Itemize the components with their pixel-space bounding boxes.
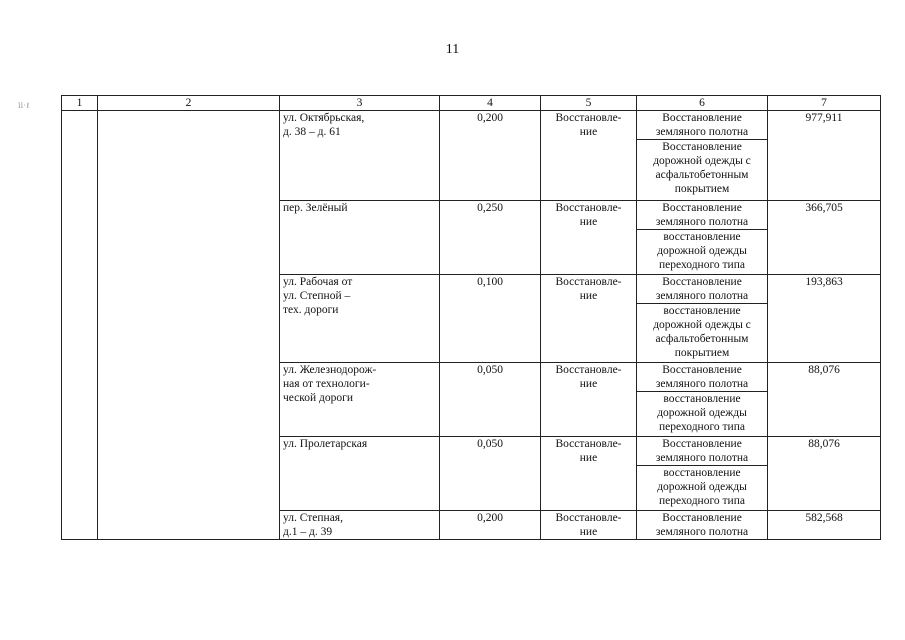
header-col-5: 5 bbox=[541, 96, 637, 111]
work-type-cell: Восстановле- ние bbox=[541, 275, 637, 363]
cell-col-1-empty bbox=[62, 111, 98, 540]
street-cell: пер. Зелёный bbox=[280, 201, 440, 275]
table-row bbox=[62, 111, 881, 140]
work-type-cell: Восстановле- ние bbox=[541, 363, 637, 437]
page-number: 11 bbox=[445, 42, 460, 57]
cost-cell: 977,911 bbox=[768, 111, 881, 201]
work-item-cell: восстановление дорожной одежды переходного типа bbox=[637, 392, 768, 437]
cost-cell: 193,863 bbox=[768, 275, 881, 363]
margin-scan-mark: ⅱ·ℓ bbox=[18, 101, 30, 110]
work-item-cell: Восстановление земляного полотна bbox=[637, 201, 768, 230]
header-col-4: 4 bbox=[440, 96, 541, 111]
length-cell: 0,100 bbox=[440, 275, 541, 363]
street-cell: ул. Железнодорож- ная от технологи- ческой дороги bbox=[280, 363, 440, 437]
work-item-cell: Восстановление земляного полотна bbox=[637, 437, 768, 466]
work-item-cell: восстановление дорожной одежды переходного типа bbox=[637, 230, 768, 275]
cost-cell: 582,568 bbox=[768, 511, 881, 540]
street-cell: ул. Степная, д.1 – д. 39 bbox=[280, 511, 440, 540]
table-header bbox=[62, 96, 881, 111]
work-item-cell: Восстановление земляного полотна bbox=[637, 511, 768, 540]
cell-col-2-empty bbox=[98, 111, 280, 540]
work-item-cell: Восстановление земляного полотна bbox=[637, 111, 768, 140]
street-cell: ул. Пролетарская bbox=[280, 437, 440, 511]
work-item-cell: Восстановление дорожной одежды с асфальтобетонным покрытием bbox=[637, 140, 768, 201]
table-body bbox=[62, 111, 881, 540]
work-item-cell: восстановление дорожной одежды с асфальтобетонным покрытием bbox=[637, 304, 768, 363]
length-cell: 0,050 bbox=[440, 437, 541, 511]
header-col-7: 7 bbox=[768, 96, 881, 111]
header-col-2: 2 bbox=[98, 96, 280, 111]
work-type-cell: Восстановле- ние bbox=[541, 437, 637, 511]
work-type-cell: Восстановле- ние bbox=[541, 201, 637, 275]
cost-cell: 366,705 bbox=[768, 201, 881, 275]
header-col-3: 3 bbox=[280, 96, 440, 111]
header-col-1: 1 bbox=[62, 96, 98, 111]
length-cell: 0,200 bbox=[440, 511, 541, 540]
street-cell: ул. Октябрьская, д. 38 – д. 61 bbox=[280, 111, 440, 201]
work-item-cell: восстановление дорожной одежды переходного типа bbox=[637, 466, 768, 511]
length-cell: 0,050 bbox=[440, 363, 541, 437]
works-table bbox=[61, 95, 881, 540]
street-cell: ул. Рабочая от ул. Степной – тех. дороги bbox=[280, 275, 440, 363]
work-type-cell: Восстановле- ние bbox=[541, 511, 637, 540]
cost-cell: 88,076 bbox=[768, 363, 881, 437]
work-item-cell: Восстановление земляного полотна bbox=[637, 275, 768, 304]
work-item-cell: Восстановление земляного полотна bbox=[637, 363, 768, 392]
cost-cell: 88,076 bbox=[768, 437, 881, 511]
header-col-6: 6 bbox=[637, 96, 768, 111]
work-type-cell: Восстановле- ние bbox=[541, 111, 637, 201]
length-cell: 0,250 bbox=[440, 201, 541, 275]
length-cell: 0,200 bbox=[440, 111, 541, 201]
